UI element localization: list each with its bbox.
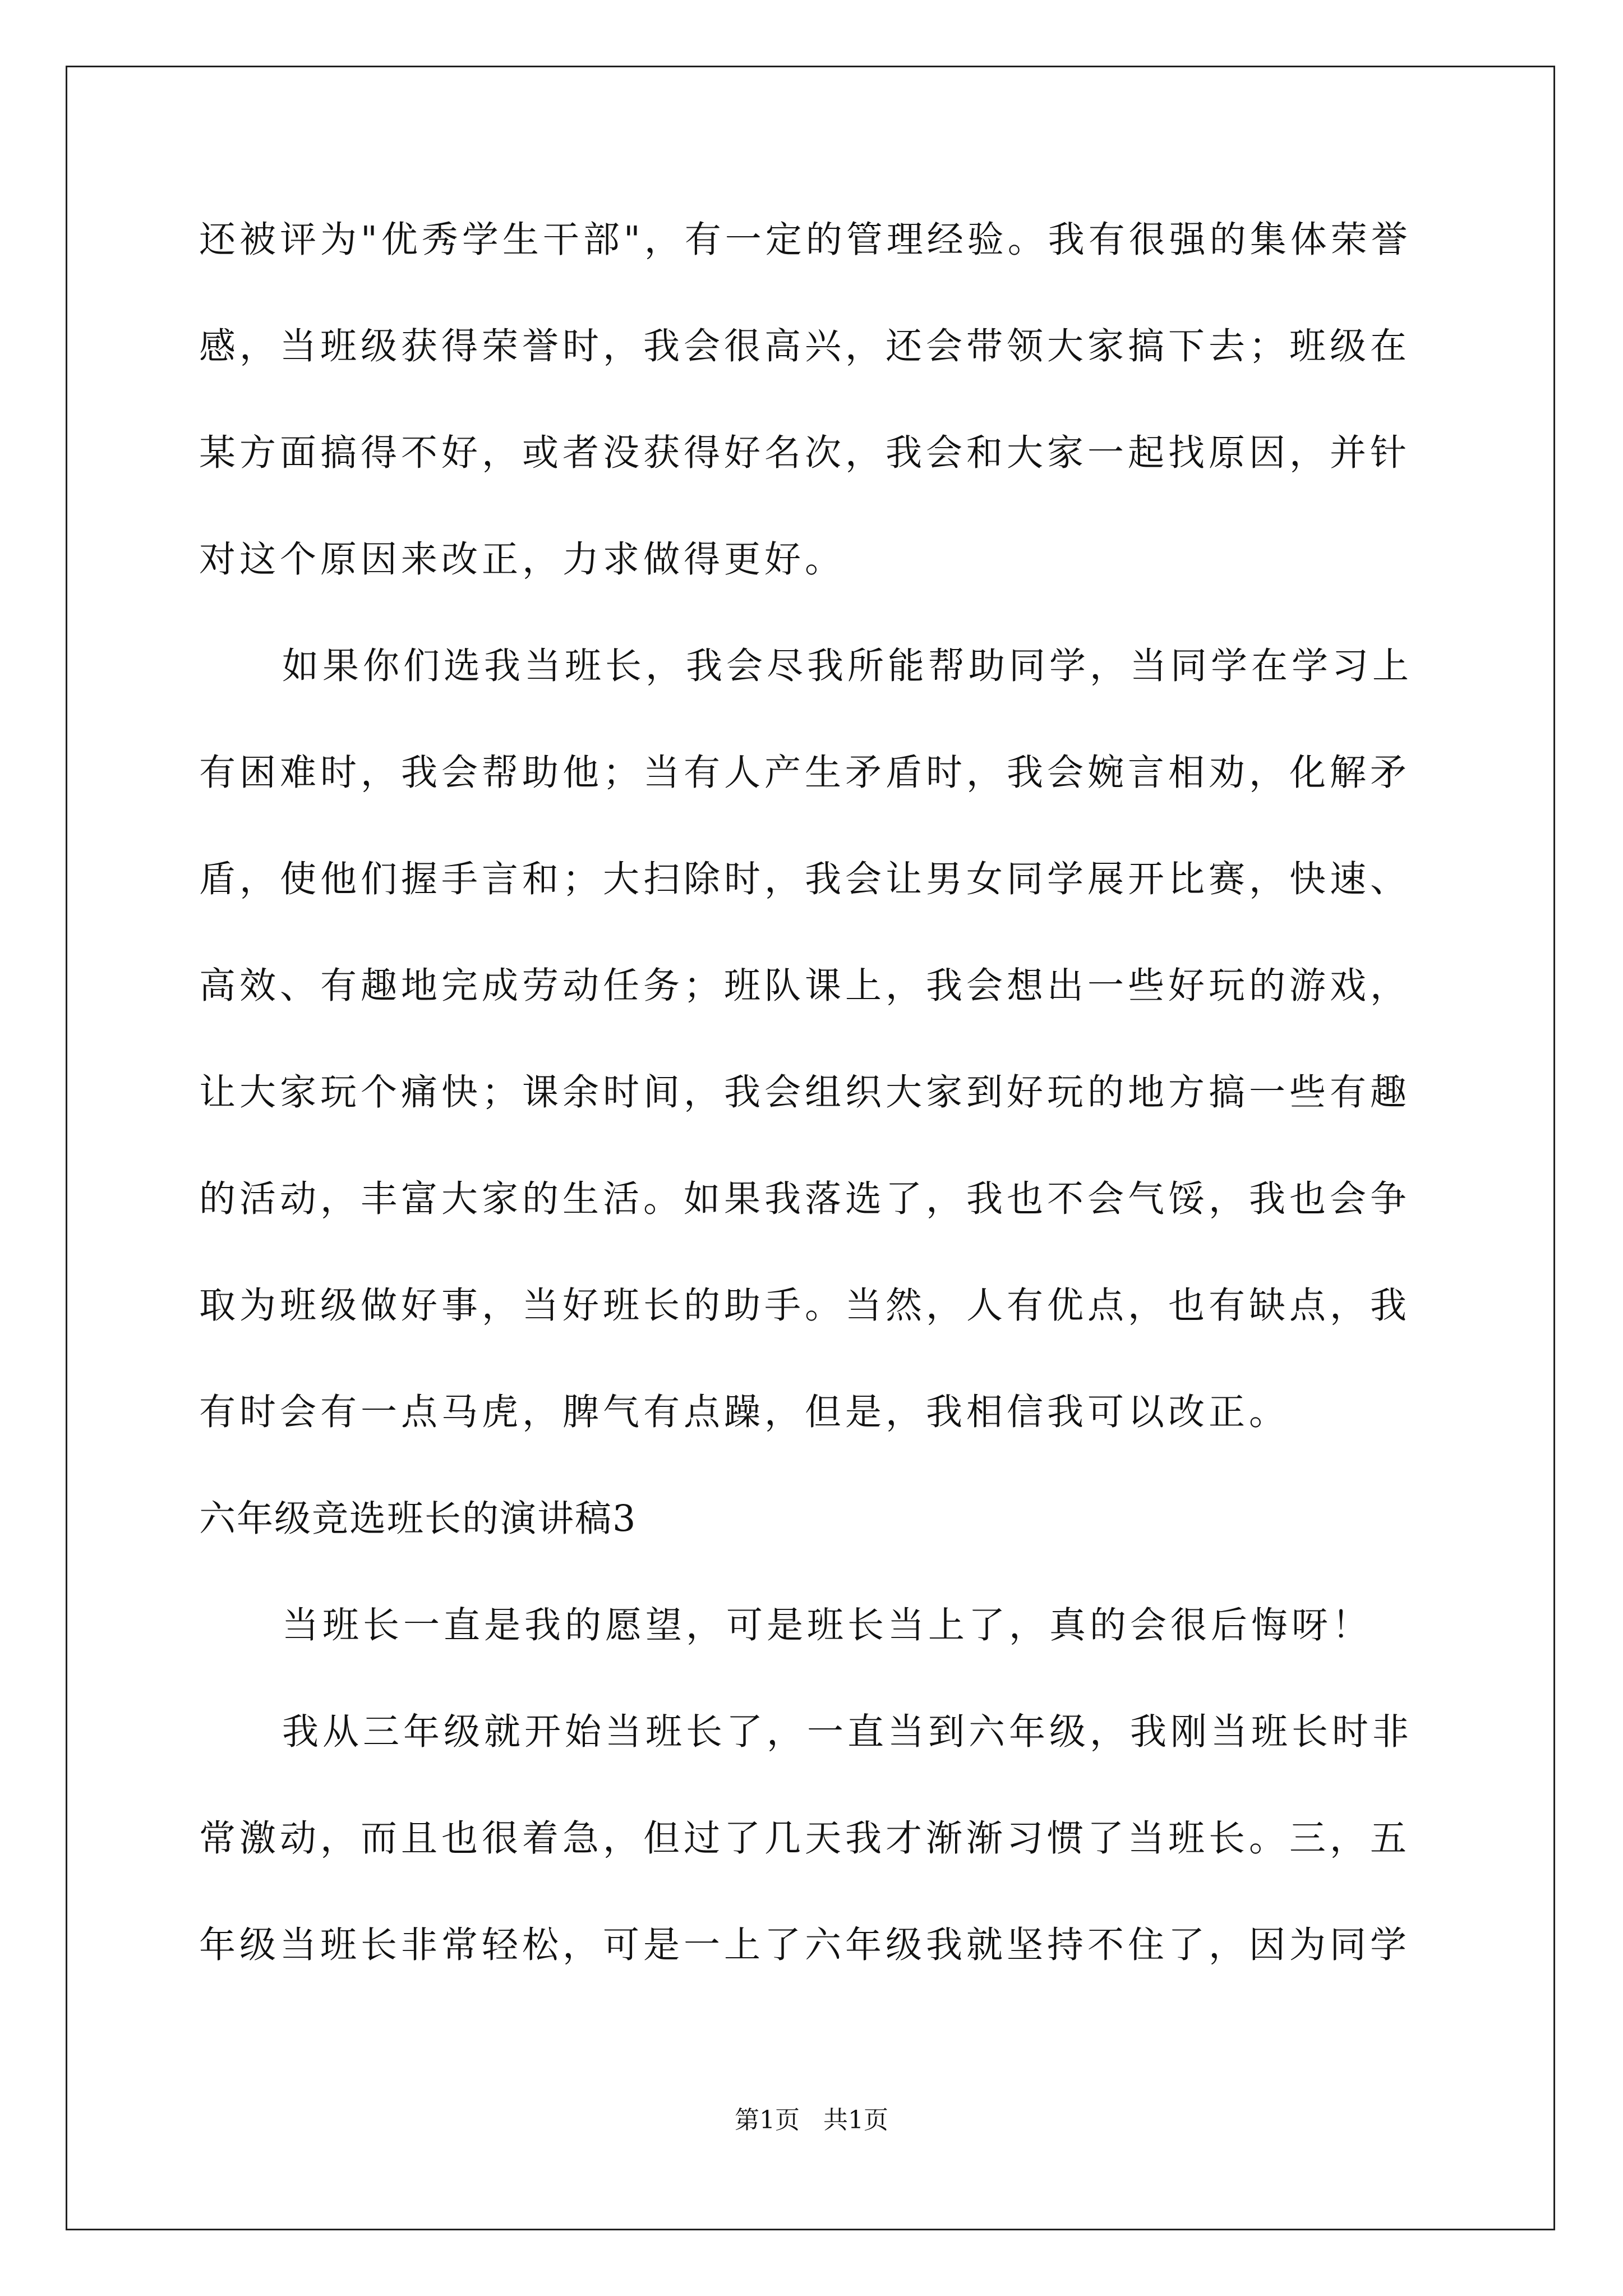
page-number-footer: 第1页 共1页 xyxy=(735,2106,888,2134)
document-body xyxy=(199,213,1433,2025)
paragraph-first-line: 我从三年级就开始当班长了，一直当到六年级，我刚当班长时非 xyxy=(282,1711,1413,1753)
body-line: 某方面搞得不好，或者没获得好名次，我会和大家一起找原因，并针 xyxy=(199,432,1411,474)
paragraph-first-line: 如果你们选我当班长，我会尽我所能帮助同学，当同学在学习上 xyxy=(282,645,1413,687)
body-line: 还被评为"优秀学生干部"，有一定的管理经验。我有很强的集体荣誉 xyxy=(199,219,1412,261)
body-line: 的活动，丰富大家的生活。如果我落选了，我也不会气馁，我也会争 xyxy=(199,1178,1411,1220)
paragraph-first-line: 当班长一直是我的愿望，可是班长当上了，真的会很后悔呀！ xyxy=(282,1604,1373,1646)
body-line: 有时会有一点马虎，脾气有点躁，但是，我相信我可以改正。 xyxy=(199,1391,1290,1433)
body-line: 对这个原因来改正，力求做得更好。 xyxy=(199,539,846,581)
body-line: 有困难时，我会帮助他；当有人产生矛盾时，我会婉言相劝，化解矛 xyxy=(199,752,1411,794)
body-line: 常激动，而且也很着急，但过了几天我才渐渐习惯了当班长。三，五 xyxy=(199,1818,1411,1860)
body-line: 盾，使他们握手言和；大扫除时，我会让男女同学展开比赛，快速、 xyxy=(199,858,1411,900)
body-line: 感，当班级获得荣誉时，我会很高兴，还会带领大家搞下去；班级在 xyxy=(199,325,1411,367)
body-line: 让大家玩个痛快；课余时间，我会组织大家到好玩的地方搞一些有趣 xyxy=(199,1071,1411,1114)
body-line: 取为班级做好事，当好班长的助手。当然，人有优点，也有缺点，我 xyxy=(199,1285,1411,1327)
section-heading: 六年级竞选班长的演讲稿3 xyxy=(199,1498,637,1540)
body-line: 年级当班长非常轻松，可是一上了六年级我就坚持不住了，因为同学 xyxy=(199,1924,1411,1966)
body-line: 高效、有趣地完成劳动任务；班队课上，我会想出一些好玩的游戏， xyxy=(199,965,1411,1007)
